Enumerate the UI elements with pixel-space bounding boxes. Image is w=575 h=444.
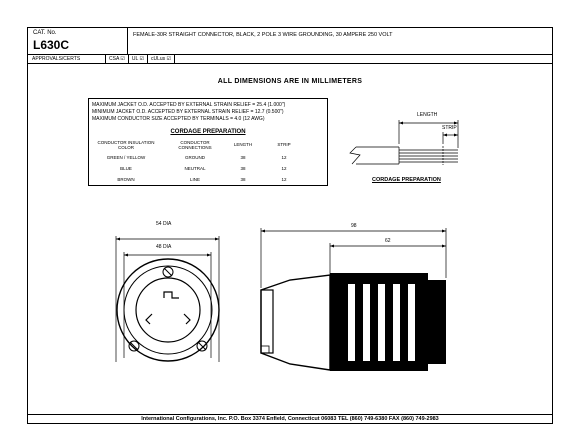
arrow: [442, 245, 446, 248]
cell-connection-2: NEUTRAL: [184, 166, 206, 171]
cell-length-3: 38: [240, 177, 246, 182]
cord-length-label: LENGTH: [417, 112, 438, 118]
arrow: [442, 230, 446, 233]
arrow: [124, 254, 128, 257]
arrow: [116, 238, 120, 241]
arrow: [261, 230, 265, 233]
arrow: [454, 134, 458, 137]
note-conductor-size: MAXIMUM CONDUCTOR SIZE ACCEPTED BY TERMINALS = 4.0 (12 AWG): [92, 116, 265, 122]
side-view: [261, 228, 446, 371]
front-view: [116, 236, 219, 362]
col-header-strip: STRIP: [277, 142, 291, 147]
grip-rib-4: [393, 284, 400, 361]
cell-length-2: 38: [240, 166, 246, 171]
col-header-insulation: CONDUCTOR INSULATION COLOR: [97, 140, 155, 150]
arrow: [399, 122, 403, 125]
arrowheads: [116, 122, 458, 257]
product-description: FEMALE-30R STRAIGHT CONNECTOR, BLACK, 2 POLE 3 WIRE GROUNDING, 30 AMPERE 250 VOLT: [133, 32, 393, 38]
connector-face-end: [428, 280, 446, 364]
col-header-length: LENGTH: [233, 142, 253, 147]
strain-relief-end: [261, 275, 330, 370]
clamp-tab: [261, 346, 269, 353]
grip-rib-2: [363, 284, 370, 361]
company-footer: International Configurations, Inc. P.O. Box 3374 Enfield, Connecticut 06083 TEL (860) 749-6380 FAX (860) 749-2983: [28, 414, 552, 423]
cell-color-3: BROWN: [117, 177, 135, 182]
cordage-table-title: CORDAGE PREPARATION: [170, 129, 246, 135]
overall-length-label: 98: [351, 223, 357, 229]
cell-strip-3: 12: [281, 177, 287, 182]
arrow: [330, 245, 334, 248]
cell-color-1: GREEN / YELLOW: [106, 155, 146, 160]
cord-diagram-caption: CORDAGE PREPARATION: [372, 177, 441, 183]
face-outer-ring: [117, 259, 219, 361]
cell-strip-2: 12: [281, 166, 287, 171]
screw-top-slot: [164, 268, 172, 276]
col-header-connections: CONDUCTOR CONNECTIONS: [178, 140, 212, 150]
catalog-number: L630C: [33, 38, 70, 52]
approval-csa: CSA ☑: [106, 55, 129, 63]
cord-opening: [261, 290, 273, 353]
outer-diameter-label: 54 DIA: [156, 221, 172, 227]
face-inner-ring: [124, 266, 212, 354]
line-slot: [184, 314, 190, 324]
catalog-label: CAT. No.: [33, 30, 57, 36]
inner-diameter-label: 48 DIA: [156, 244, 172, 250]
cell-strip-1: 12: [281, 155, 287, 160]
grip-rib-5: [408, 284, 415, 361]
note-min-jacket: MINIMUM JACKET O.D. ACCEPTED BY EXTERNAL STRAIN RELIEF = 12.7 (0.500"): [92, 109, 284, 115]
cell-color-2: BLUE: [120, 166, 132, 171]
drawing-title: ALL DIMENSIONS ARE IN MILLIMETERS: [217, 78, 363, 85]
approvals-label: APPROVALS/CERTS: [32, 56, 81, 62]
cell-connection-1: GROUND: [185, 155, 205, 160]
neutral-slot: [146, 314, 152, 324]
cord-strip-label: STRIP: [442, 125, 457, 131]
note-max-jacket: MAXIMUM JACKET O.D. ACCEPTED BY EXTERNAL STRAIN RELIEF = 25.4 (1.000"): [92, 102, 286, 108]
grip-rib-3: [378, 284, 385, 361]
grip-rib-1: [348, 284, 355, 361]
cell-length-1: 38: [240, 155, 246, 160]
arrow: [207, 254, 211, 257]
technical-drawing: [28, 28, 552, 423]
contact-face: [136, 278, 200, 342]
approval-culus: cULus ☑: [150, 56, 172, 62]
body-length-label: 62: [385, 238, 391, 244]
arrow: [443, 134, 447, 137]
approval-ul: UL ☑: [129, 55, 148, 63]
drawing-sheet: [27, 27, 553, 424]
ground-slot: [164, 292, 179, 298]
cord-break-mark: [350, 147, 360, 164]
cell-connection-3: LINE: [189, 177, 200, 182]
arrow: [215, 238, 219, 241]
